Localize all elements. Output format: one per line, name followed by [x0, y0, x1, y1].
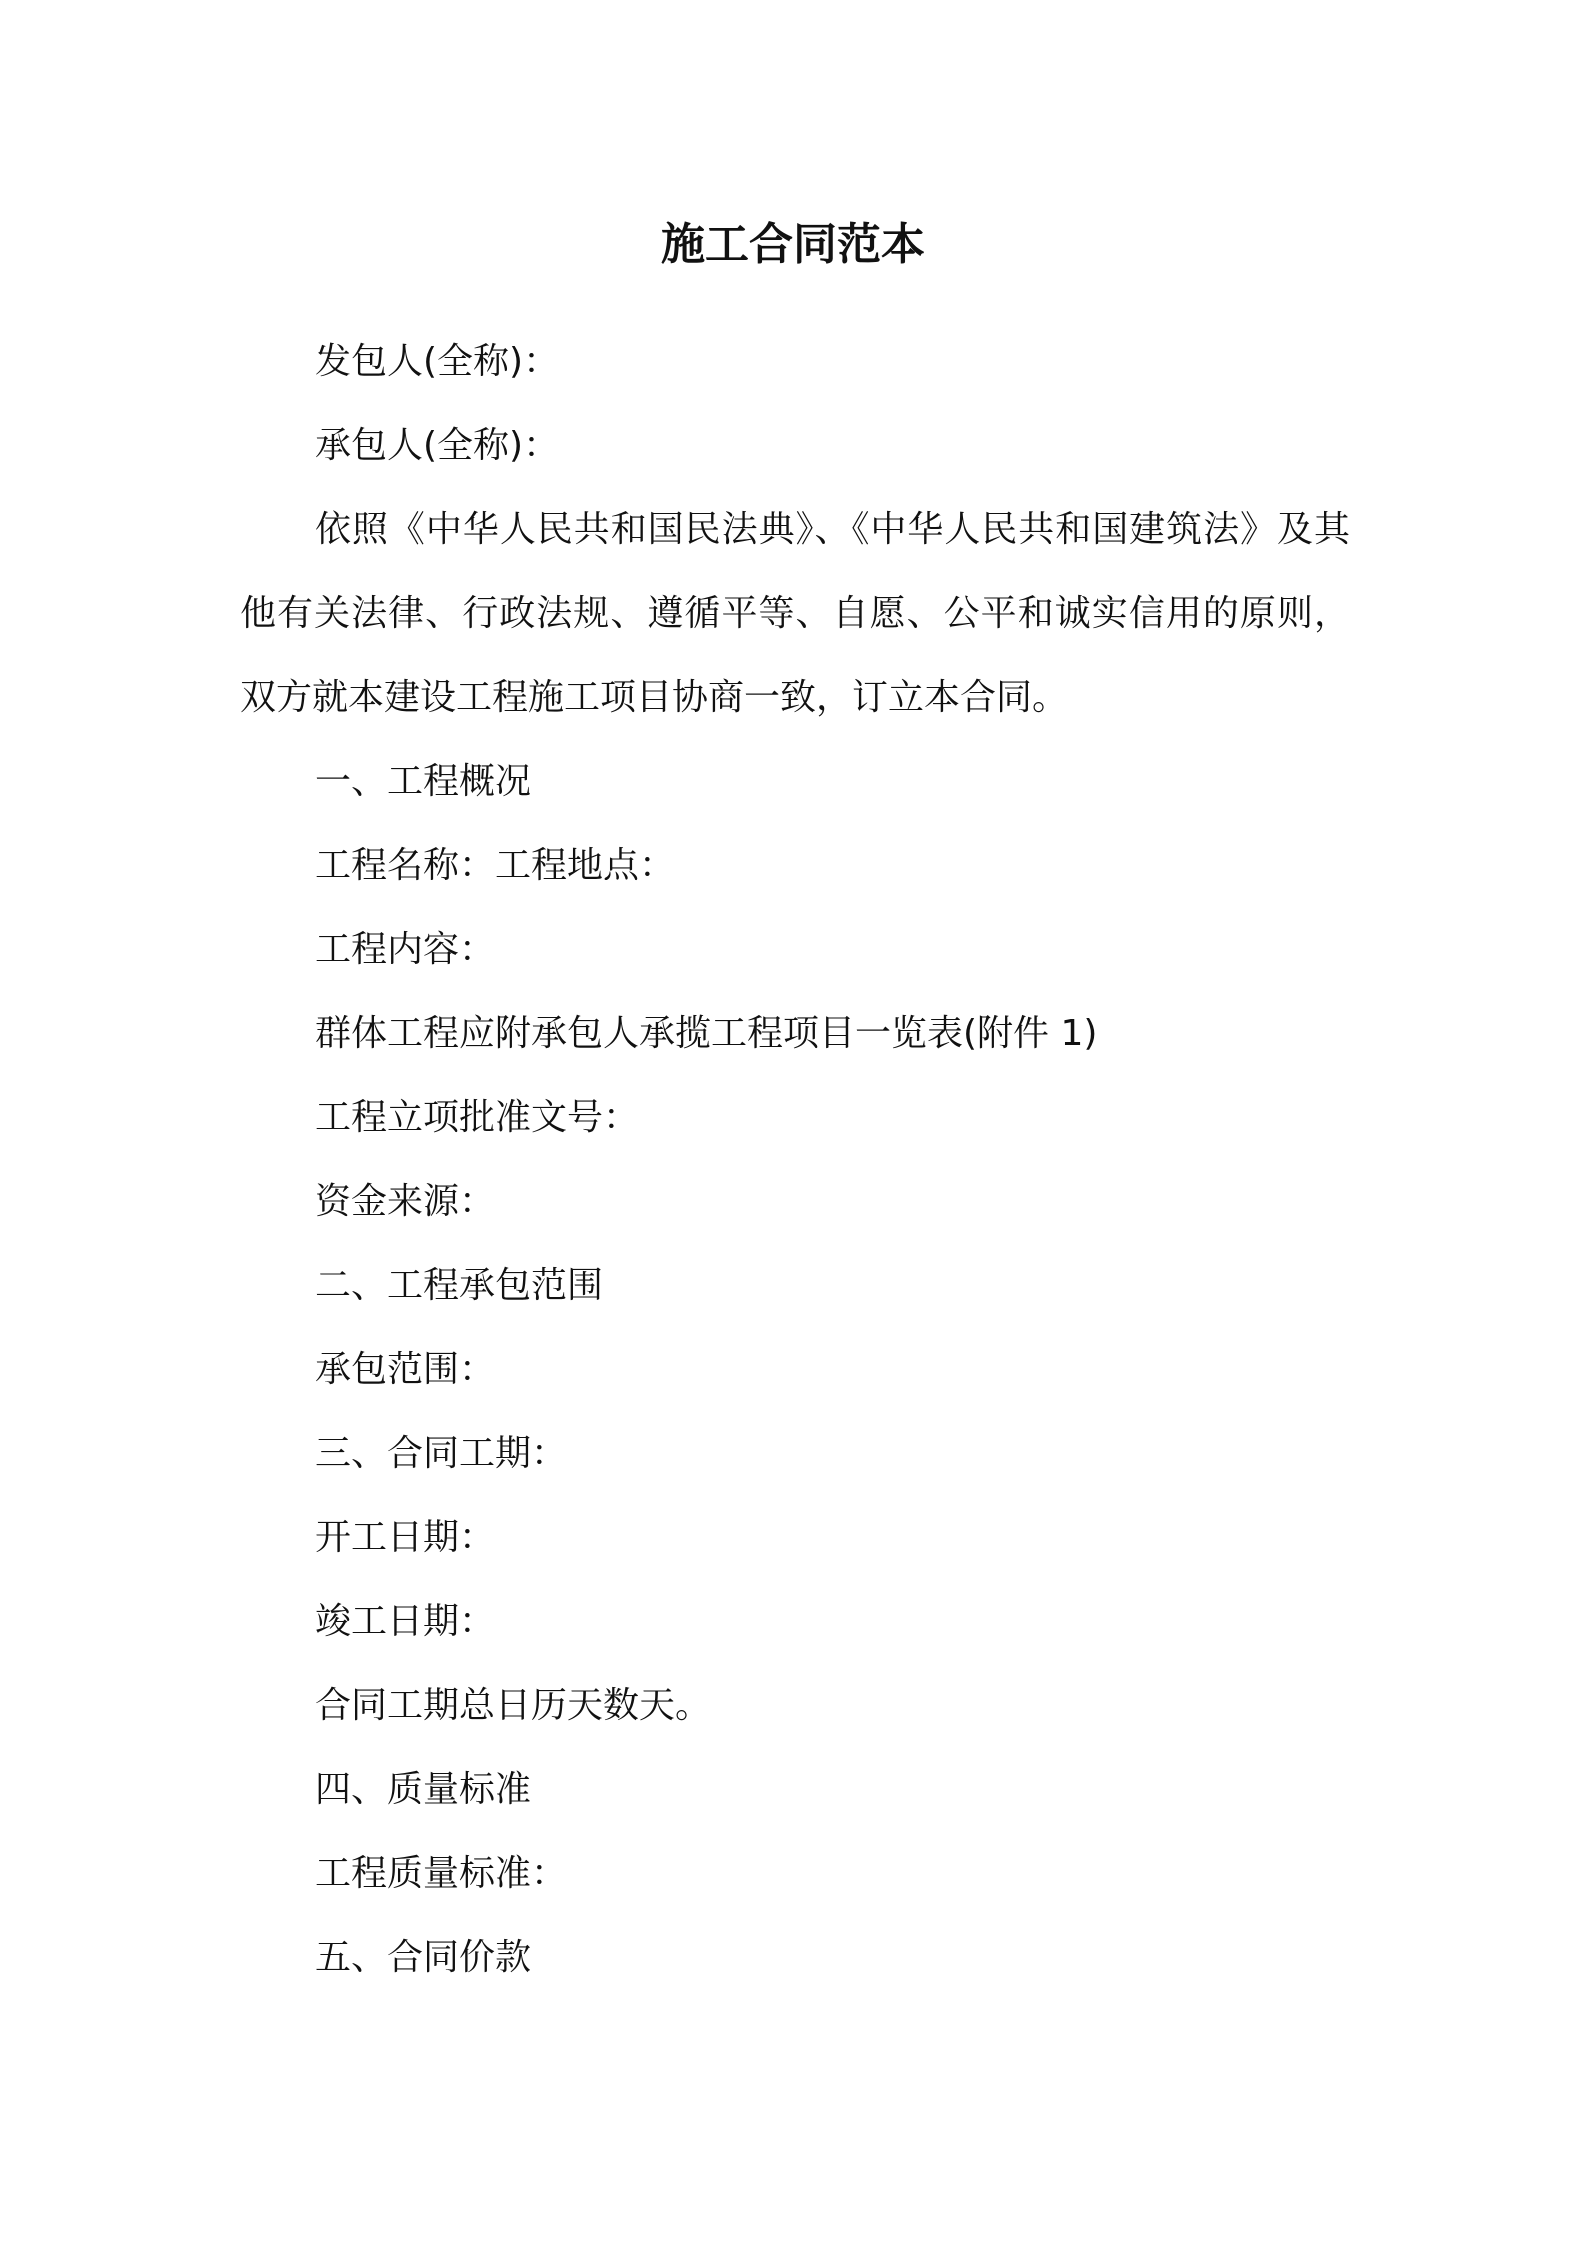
approval-number: 工程立项批准文号：: [315, 1097, 640, 1138]
total-duration: 合同工期总日历天数天。: [315, 1685, 712, 1726]
section-heading-2: 二、工程承包范围: [315, 1265, 604, 1306]
document-title: 施工合同范本: [661, 219, 925, 270]
document-body: [240, 320, 1350, 2000]
section-heading-5: 五、合同价款: [315, 1937, 532, 1978]
contractor-line: 承包人(全称)：: [315, 425, 560, 466]
completion-date: 竣工日期：: [315, 1601, 496, 1642]
section-heading-3: 三、合同工期：: [315, 1433, 568, 1474]
project-content: 工程内容：: [315, 929, 496, 970]
section-heading-1: 一、工程概况: [315, 761, 532, 802]
funding-source: 资金来源：: [315, 1181, 496, 1222]
preamble-paragraph: 依照《中华人民共和国民法典》、《中华人民共和国建筑法》及其他有关法律、行政法规、遵循平等、自愿、公平和诚实信用的原则，双方就本建设工程施工项目协商一致，订立本合同。: [240, 509, 1350, 718]
start-date: 开工日期：: [315, 1517, 496, 1558]
project-name-location: 工程名称：工程地点：: [315, 845, 676, 886]
employer-line: 发包人(全称)：: [315, 341, 560, 382]
quality-standard: 工程质量标准：: [315, 1853, 568, 1894]
contract-scope: 承包范围：: [315, 1349, 496, 1390]
project-list-note: 群体工程应附承包人承揽工程项目一览表(附件 1): [315, 1013, 1098, 1054]
section-heading-4: 四、质量标准: [315, 1769, 532, 1810]
